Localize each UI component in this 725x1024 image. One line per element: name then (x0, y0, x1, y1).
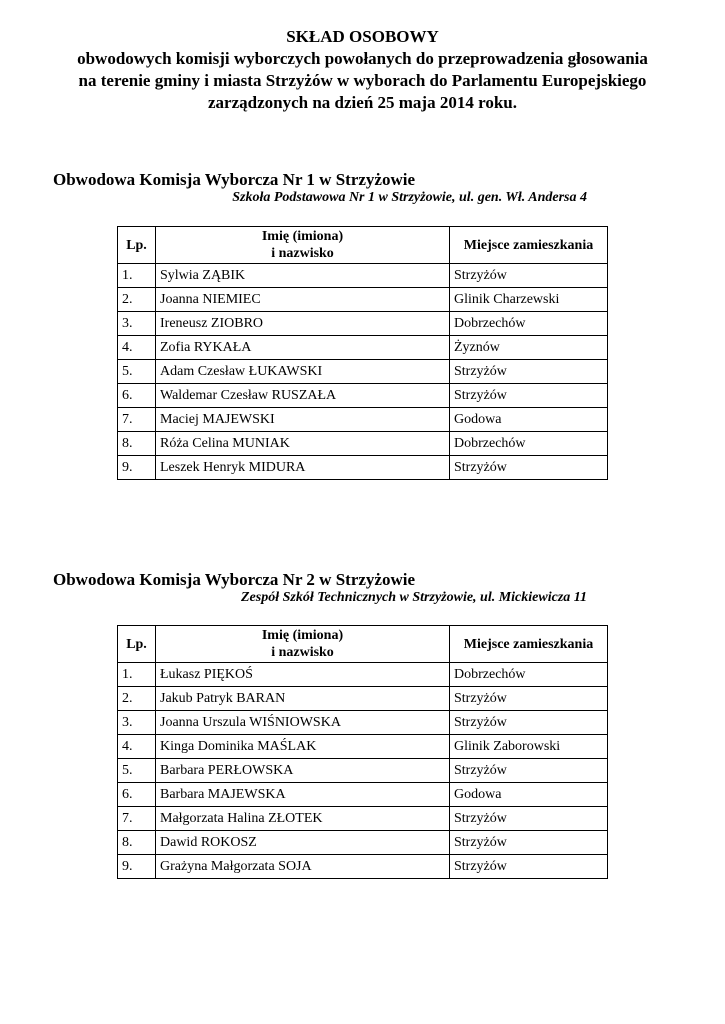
table-row (118, 759, 608, 783)
cell-place: Strzyżów (450, 384, 608, 408)
cell-lp: 8. (118, 432, 156, 456)
cell-name: Kinga Dominika MAŚLAK (156, 735, 450, 759)
cell-lp: 1. (118, 663, 156, 687)
column-header-lp: Lp. (118, 626, 156, 663)
column-header-name (156, 626, 450, 663)
table-row (118, 855, 608, 879)
cell-place: Strzyżów (450, 687, 608, 711)
section-1-location: Szkoła Podstawowa Nr 1 w Strzyżowie, ul. gen. Wł. Andersa 4 (232, 190, 587, 205)
cell-name: Barbara PERŁOWSKA (156, 759, 450, 783)
cell-place: Godowa (450, 408, 608, 432)
cell-lp: 2. (118, 288, 156, 312)
cell-lp: 6. (118, 384, 156, 408)
section-2-table (117, 625, 608, 879)
cell-place: Strzyżów (450, 360, 608, 384)
cell-lp: 2. (118, 687, 156, 711)
column-header-name-line-1: Imię (imiona) (261, 628, 344, 643)
table-row (118, 360, 608, 384)
cell-name: Grażyna Małgorzata SOJA (156, 855, 450, 879)
column-header-name-line-1: Imię (imiona) (261, 229, 344, 244)
cell-lp: 9. (118, 855, 156, 879)
table-row (118, 288, 608, 312)
cell-place: Strzyżów (450, 807, 608, 831)
table-row (118, 384, 608, 408)
table-row (118, 336, 608, 360)
document-title: SKŁAD OSOBOWY (286, 27, 439, 46)
column-header-name-line-2: i nazwisko (271, 645, 334, 660)
cell-lp: 9. (118, 456, 156, 480)
table-row (118, 456, 608, 480)
cell-name: Łukasz PIĘKOŚ (156, 663, 450, 687)
table-row (118, 783, 608, 807)
table-row (118, 807, 608, 831)
cell-name: Maciej MAJEWSKI (156, 408, 450, 432)
cell-name: Zofia RYKAŁA (156, 336, 450, 360)
cell-place: Dobrzechów (450, 312, 608, 336)
cell-lp: 5. (118, 360, 156, 384)
cell-place: Godowa (450, 783, 608, 807)
document-subtitle-line-2: na terenie gminy i miasta Strzyżów w wyborach do Parlamentu Europejskiego (78, 71, 647, 90)
table-row (118, 687, 608, 711)
document-subtitle-line-1: obwodowych komisji wyborczych powołanych do przeprowadzenia głosowania (77, 49, 648, 68)
column-header-name (156, 227, 450, 264)
cell-name: Małgorzata Halina ZŁOTEK (156, 807, 450, 831)
cell-name: Adam Czesław ŁUKAWSKI (156, 360, 450, 384)
cell-place: Glinik Zaborowski (450, 735, 608, 759)
section-2-location: Zespół Szkół Technicznych w Strzyżowie, ul. Mickiewicza 11 (240, 590, 587, 605)
cell-lp: 5. (118, 759, 156, 783)
cell-place: Dobrzechów (450, 663, 608, 687)
cell-place: Glinik Charzewski (450, 288, 608, 312)
cell-lp: 4. (118, 336, 156, 360)
cell-place: Strzyżów (450, 264, 608, 288)
column-header-place: Miejsce zamieszkania (450, 227, 608, 264)
table-row (118, 663, 608, 687)
table-row (118, 264, 608, 288)
cell-name: Joanna NIEMIEC (156, 288, 450, 312)
column-header-name-line-2: i nazwisko (271, 246, 334, 261)
document-subtitle-line-3: zarządzonych na dzień 25 maja 2014 roku. (208, 93, 517, 112)
cell-place: Dobrzechów (450, 432, 608, 456)
table-header-row (118, 227, 608, 264)
cell-name: Joanna Urszula WIŚNIOWSKA (156, 711, 450, 735)
cell-place: Strzyżów (450, 831, 608, 855)
cell-lp: 7. (118, 408, 156, 432)
cell-place: Żyznów (450, 336, 608, 360)
table-row (118, 735, 608, 759)
cell-place: Strzyżów (450, 456, 608, 480)
table-row (118, 312, 608, 336)
table-row (118, 432, 608, 456)
cell-lp: 3. (118, 711, 156, 735)
column-header-lp: Lp. (118, 227, 156, 264)
cell-lp: 8. (118, 831, 156, 855)
cell-lp: 7. (118, 807, 156, 831)
document-header (0, 26, 725, 114)
cell-name: Barbara MAJEWSKA (156, 783, 450, 807)
cell-place: Strzyżów (450, 711, 608, 735)
table-row (118, 831, 608, 855)
table-header-row (118, 626, 608, 663)
cell-lp: 1. (118, 264, 156, 288)
table-row (118, 711, 608, 735)
cell-name: Róża Celina MUNIAK (156, 432, 450, 456)
section-1-title: Obwodowa Komisja Wyborcza Nr 1 w Strzyżowie (53, 170, 416, 189)
section-2-title: Obwodowa Komisja Wyborcza Nr 2 w Strzyżowie (53, 570, 416, 589)
cell-name: Jakub Patryk BARAN (156, 687, 450, 711)
cell-place: Strzyżów (450, 759, 608, 783)
column-header-place: Miejsce zamieszkania (450, 626, 608, 663)
table-row (118, 408, 608, 432)
cell-name: Waldemar Czesław RUSZAŁA (156, 384, 450, 408)
cell-name: Ireneusz ZIOBRO (156, 312, 450, 336)
section-1-table (117, 226, 608, 480)
cell-lp: 4. (118, 735, 156, 759)
cell-name: Leszek Henryk MIDURA (156, 456, 450, 480)
cell-name: Dawid ROKOSZ (156, 831, 450, 855)
cell-name: Sylwia ZĄBIK (156, 264, 450, 288)
cell-place: Strzyżów (450, 855, 608, 879)
cell-lp: 3. (118, 312, 156, 336)
cell-lp: 6. (118, 783, 156, 807)
